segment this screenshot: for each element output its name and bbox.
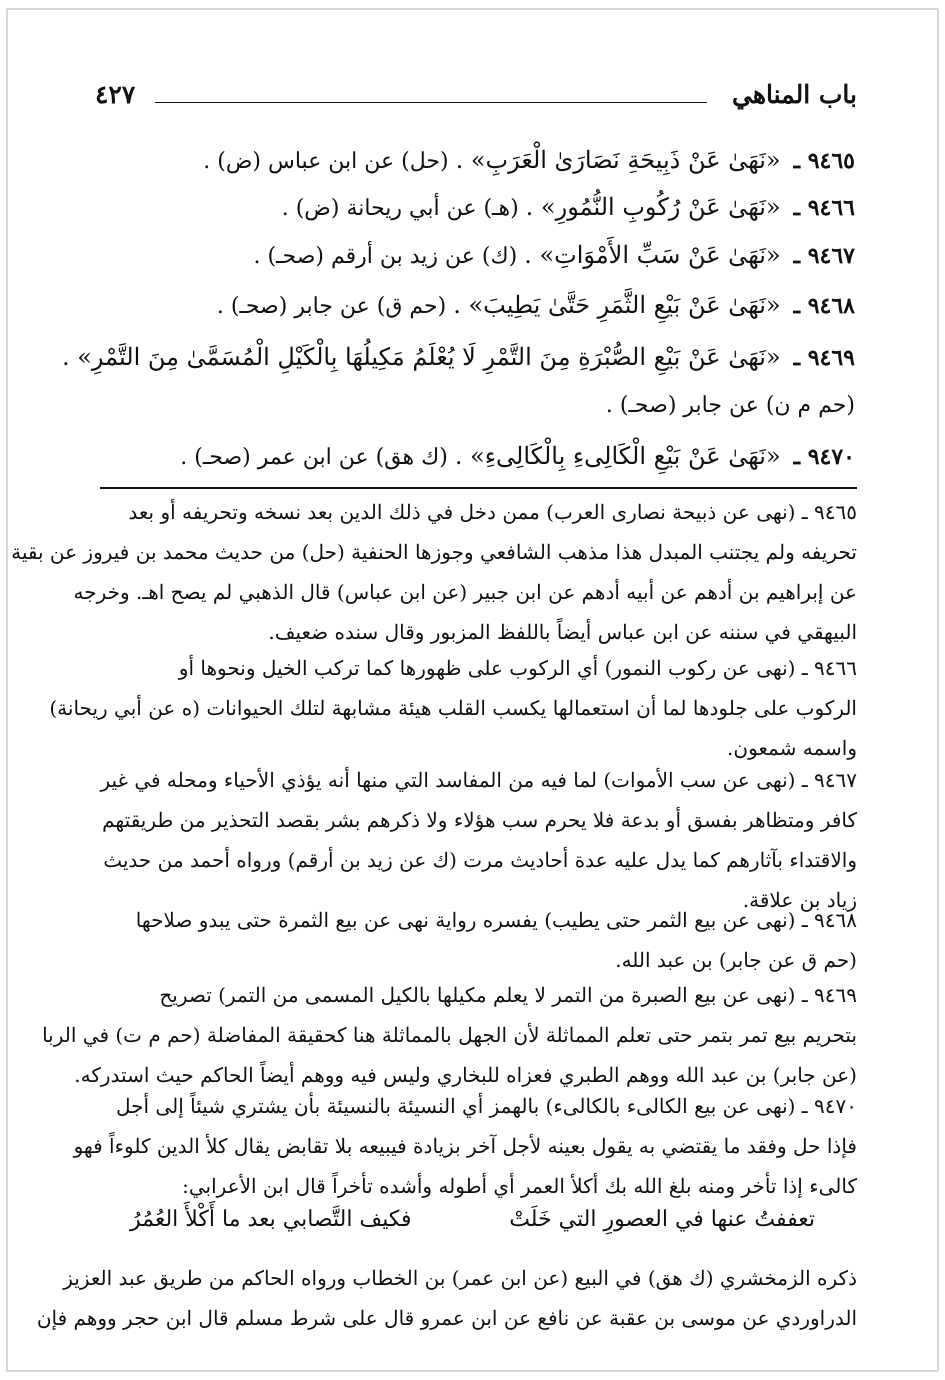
commentary-9469: [42, 975, 857, 1095]
verse-second-hemistich: فكيف التَّصابي بعد ما أَكْلأَ العُمُرُ: [130, 1207, 412, 1232]
hadith-text: «نَهَىٰ عَنْ بَيْعِ الْكَالِىءِ بِالْكَالِىءِ» .: [454, 442, 781, 470]
commentary-line: الدراوردي عن موسى بن عقبة عن نافع عن ابن عمرو قال على شرط مسلم قال ابن حجر ووهم فإن: [36, 1306, 857, 1330]
commentary-9465: [11, 492, 857, 652]
hadith-9469-source: (حم م ن) عن جابر (صحـ) .: [605, 393, 855, 418]
hadith-9469: [61, 343, 855, 371]
commentary-line: ذكره الزمخشري (ك هق) في البيع (عن ابن عمر) بن الخطاب ورواه الحاكم من طريق عبد العزيز: [63, 1266, 857, 1290]
commentary-9468: [100, 900, 857, 980]
hadith-source: (ك هق) عن ابن عمر (صحـ) .: [180, 445, 448, 470]
hadith-number: ٩٤٦٨ ـ: [793, 293, 855, 319]
hadith-text: «نَهَىٰ عَنْ بَيْعِ الصُّبْرَةِ مِنَ التَّمْرِ لَا يُعْلَمُ مَكِيلُهَا بِالْكَيْلِ الْمُسَمَّىٰ مِنَ التَّمْرِ» .: [61, 343, 781, 371]
hadith-number: ٩٤٦٧ ـ: [793, 243, 855, 269]
header-rule: [155, 102, 707, 103]
commentary-line: ٩٤٦٨ ـ (نهى عن بيع الثمر حتى يطيب) يفسره رواية نهى عن بيع الثمرة حتى يبدو صلاحها: [135, 908, 857, 932]
commentary-line: تحريفه ولم يجتنب المبدل هذا مذهب الشافعي وجوزها الحنفية (حل) من حديث محمد بن فيروز عن بقية: [11, 540, 857, 564]
commentary-line: الركوب على جلودها لما أن استعمالها يكسب القلب هيئة مشابهة لتلك الحيوانات (ه عن أبي ريحانة): [49, 696, 857, 720]
commentary-line: ٩٤٦٩ ـ (نهى عن بيع الصبرة من التمر لا يعلم مكيلها بالكيل المسمى من التمر) تصريح: [159, 983, 857, 1007]
commentary-line: ٩٤٦٥ ـ (نهى عن ذبيحة نصارى العرب) ممن دخل في ذلك الدين بعد نسخه وتحريفه أو بعد: [128, 500, 857, 524]
commentary-9466: [49, 648, 857, 768]
commentary-line: بتحريم بيع تمر بتمر حتى تعلم المماثلة لأن الجهل بالمماثلة هنا كحقيقة المفاضلة (حم م ت) في الربا: [42, 1023, 857, 1047]
page-header: [95, 78, 857, 118]
hadith-9467: [80, 241, 855, 269]
hadith-9468: [80, 291, 855, 319]
commentary-line: والاقتداء بآثارهم كما يدل عليه عدة أحاديث مرت (ك عن زيد بن أرقم) ورواه أحمد من حديث: [103, 848, 857, 872]
hadith-text: «نَهَىٰ عَنْ ذَبِيحَةِ نَصَارَىٰ الْعَرَبِ» .: [455, 146, 781, 174]
hadith-9466: [80, 193, 855, 221]
commentary-line: واسمه شمعون.: [727, 736, 857, 760]
commentary-line: ٩٤٧٠ ـ (نهى عن بيع الكالىء بالكالىء) بالهمز أي النسيئة بالنسيئة بأن يشتري شيئاً إلى أجل: [116, 1094, 857, 1118]
hadith-number: ٩٤٦٥ ـ: [793, 148, 855, 174]
commentary-line: زياد بن علاقة.: [742, 888, 857, 912]
chapter-title: باب المناهي: [731, 80, 857, 109]
commentary-line: (حم ق عن جابر) بن عبد الله.: [615, 948, 857, 972]
hadith-source: (حل) عن ابن عباس (ض) .: [203, 149, 449, 174]
commentary-line: عن إبراهيم بن أدهم عن أبيه أدهم عن ابن جبير (عن ابن عباس) قال الذهبي لم يصح اهـ. وخرجه: [73, 580, 857, 604]
hadith-9470: [80, 442, 855, 470]
hadith-number: ٩٤٦٦ ـ: [793, 195, 855, 221]
commentary-9467: [100, 760, 857, 920]
commentary-line: كالىء إذا تأخر ومنه بلغ الله بك أكلأ العمر أي أطوله وأشده تأخراً قال ابن الأعرابي:: [182, 1174, 857, 1198]
commentary-line: كافر ومتظاهر بفسق أو بدعة فلا يحرم سب هؤلاء ولا ذكرهم بشر بقصد التحذير من طريقتهم: [102, 808, 857, 832]
hadith-source: (ك) عن زيد بن أرقم (صحـ) .: [253, 244, 518, 269]
hadith-9465: [80, 146, 855, 174]
commentary-line: (عن جابر) بن عبد الله ووهم الطبري فعزاه للبخاري وليس فيه ووهم أيضاً الحاكم حيث استدركه.: [74, 1063, 857, 1087]
commentary-line: ٩٤٦٧ ـ (نهى عن سب الأموات) لما فيه من المفاسد التي منها أنه يؤذي الأحياء ومحله في غير: [100, 768, 857, 792]
commentary-line: البيهقي في سننه عن ابن عباس أيضاً باللفظ المزبور وقال سنده ضعيف.: [268, 620, 857, 644]
hadith-text: «نَهَىٰ عَنْ رُكُوبِ النُّمُورِ» .: [525, 193, 781, 221]
page-number: ٤٢٧: [95, 80, 136, 109]
hadith-number: ٩٤٦٩ ـ: [793, 345, 855, 371]
hadith-source: (هـ) عن أبي ريحانة (ض) .: [281, 196, 519, 221]
commentary-line: فإذا حل وفقد ما يقتضي به يقول بعينه لأجل آخر بزيادة فيبيعه بلا تقابض يقال كلأ الدين كلوءاً فهو: [73, 1134, 857, 1158]
footnote-divider: [100, 487, 857, 489]
verse-first-hemistich: تعففتُ عنها في العصورِ التي خَلَتْ: [509, 1207, 815, 1232]
hadith-text: «نَهَىٰ عَنْ بَيْعِ الثَّمَرِ حَتَّىٰ يَطِيبَ» .: [453, 291, 781, 319]
poetry-verse: [130, 1207, 815, 1241]
hadith-text: «نَهَىٰ عَنْ سَبِّ الأَمْوَاتِ» .: [524, 241, 781, 269]
hadith-number: ٩٤٧٠ ـ: [793, 444, 855, 470]
commentary-line: ٩٤٦٦ ـ (نهى عن ركوب النمور) أي الركوب على ظهورها كما تركب الخيل ونحوها أو: [178, 656, 857, 680]
commentary-9470-continued: [36, 1258, 857, 1338]
commentary-9470: [73, 1086, 857, 1206]
hadith-source: (حم ق) عن جابر (صحـ) .: [216, 294, 447, 319]
